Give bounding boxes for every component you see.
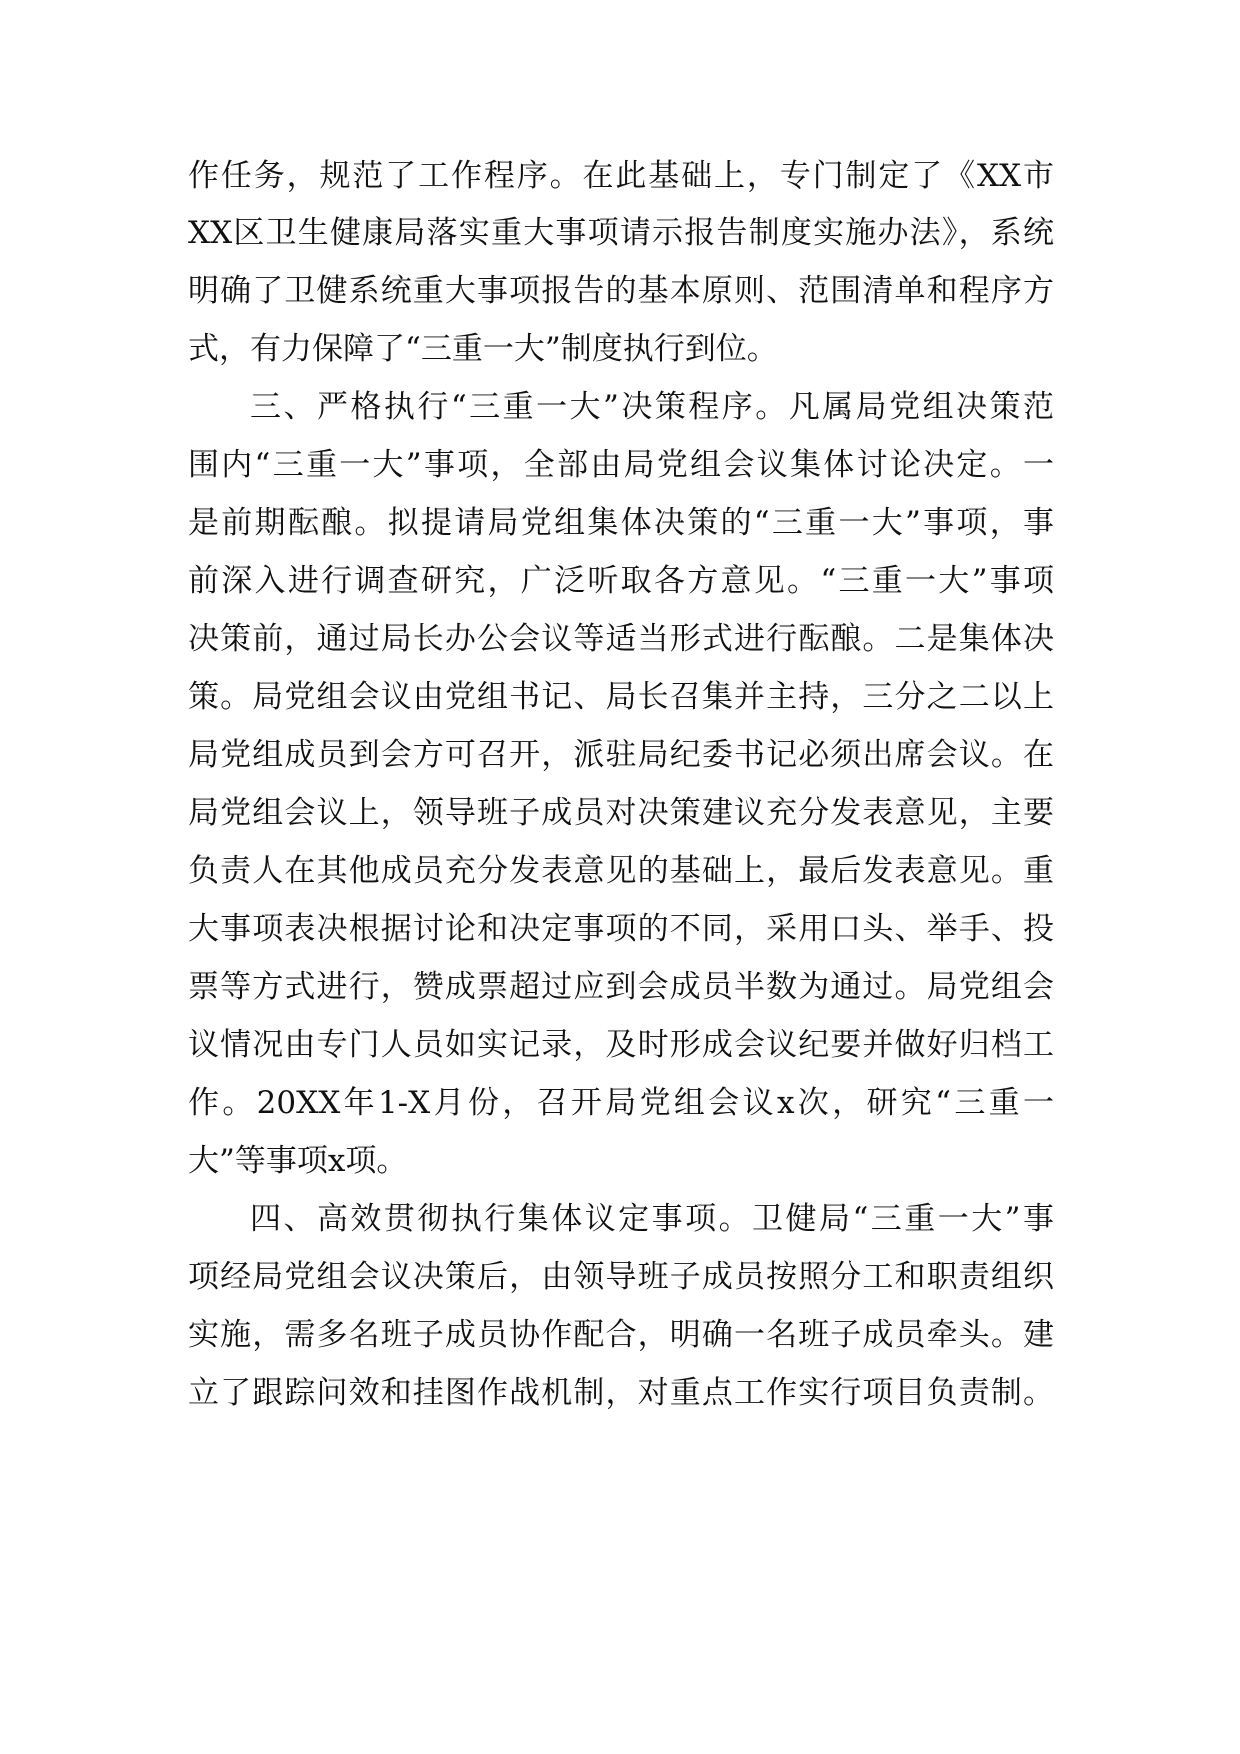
text-line: 围内“三重一大”事项，全部由局党组会议集体讨论决定。一 [188, 447, 1054, 483]
text-line: 前深入进行调查研究，广泛听取各方意见。“三重一大”事项 [188, 563, 1054, 599]
text-line: 策。局党组会议由党组书记、局长召集并主持，三分之二以上 [188, 679, 1054, 715]
text-line: 作任务，规范了工作程序。在此基础上，专门制定了《XX市 [188, 158, 1054, 194]
paragraph-heading-three: 三、严格执行“三重一大”决策程序。凡属局党组决策范 [250, 389, 1054, 425]
text-line: XX区卫生健康局落实重大事项请示报告制度实施办法》，系统 [188, 215, 1054, 251]
text-line: 大事项表决根据讨论和决定事项的不同，采用口头、举手、投 [188, 911, 1054, 947]
text-line: 明确了卫健系统重大事项报告的基本原则、范围清单和程序方 [188, 273, 1054, 309]
text-line: 作。20XX年1-X月份，召开局党组会议x次，研究“三重一 [188, 1085, 1054, 1121]
text-line: 式，有力保障了“三重一大”制度执行到位。 [188, 331, 778, 367]
text-line: 立了跟踪问效和挂图作战机制，对重点工作实行项目负责制。 [188, 1375, 1054, 1411]
text-line: 大”等事项x项。 [188, 1143, 408, 1179]
text-line: 议情况由专门人员如实记录，及时形成会议纪要并做好归档工 [188, 1027, 1054, 1063]
text-line: 决策前，通过局长办公会议等适当形式进行酝酿。二是集体决 [188, 621, 1054, 657]
text-line: 实施，需多名班子成员协作配合，明确一名班子成员牵头。建 [188, 1317, 1054, 1353]
text-line: 局党组成员到会方可召开，派驻局纪委书记必须出席会议。在 [188, 737, 1054, 773]
text-line: 负责人在其他成员充分发表意见的基础上，最后发表意见。重 [188, 853, 1054, 889]
paragraph-heading-four: 四、高效贯彻执行集体议定事项。卫健局“三重一大”事 [250, 1201, 1054, 1237]
text-line: 项经局党组会议决策后，由领导班子成员按照分工和职责组织 [188, 1259, 1054, 1295]
text-line: 票等方式进行，赞成票超过应到会成员半数为通过。局党组会 [188, 969, 1054, 1005]
text-line: 局党组会议上，领导班子成员对决策建议充分发表意见，主要 [188, 795, 1054, 831]
text-line: 是前期酝酿。拟提请局党组集体决策的“三重一大”事项，事 [188, 505, 1054, 541]
